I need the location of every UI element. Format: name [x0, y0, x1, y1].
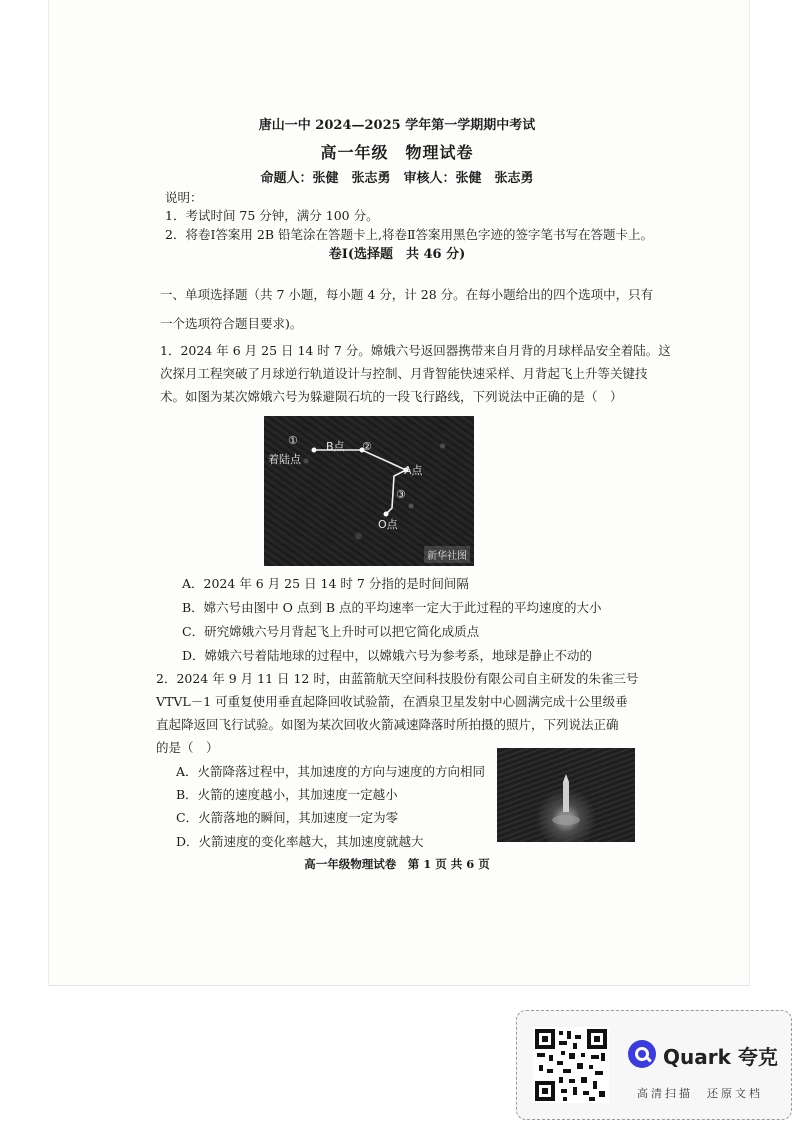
quark-scan-badge [516, 1010, 792, 1120]
instruction-item: 2．将卷Ⅰ答案用 2B 铅笔涂在答题卡上,将卷Ⅱ答案用黑色字迹的签字笔书写在答题卡上。 [165, 227, 653, 242]
section-intro: 一个选项符合题目要求)。 [160, 316, 303, 331]
quark-tagline: 高清扫描 还原文档 [637, 1087, 763, 1100]
question-2-stem: 的是（ ） [156, 740, 219, 755]
o-point-label: O点 [378, 518, 398, 531]
question-1-stem: 1．2024 年 6 月 25 日 14 时 7 分。嫦娥六号返回器携带来自月背的月球样品安全着陆。这 [160, 343, 671, 358]
qr-code-icon [533, 1027, 609, 1103]
figure-caption: 新华社图 [424, 546, 470, 563]
flight-path-line [314, 450, 406, 514]
question-2-option-b: B．火箭的速度越小，其加速度一定越小 [176, 787, 398, 802]
question-2-rocket-photo [497, 748, 635, 842]
page-footer: 高一年级物理试卷 第 1 页 共 6 页 [304, 857, 490, 871]
question-2-stem: 2．2024 年 9 月 11 日 12 时，由蓝箭航天空间科技股份有限公司自主研发的朱雀三号 [156, 671, 639, 686]
section-intro: 一、单项选择题（共 7 小题，每小题 4 分，计 28 分。在每小题给出的四个选项中，只有 [160, 287, 654, 302]
question-2-option-c: C．火箭落地的瞬间，其加速度一定为零 [176, 810, 399, 825]
exam-authors: 命题人：张健 张志勇 审核人：张健 张志勇 [260, 171, 534, 186]
question-1-stem: 术。如图为某次嫦娥六号为躲避陨石坑的一段飞行路线，下列说法中正确的是（ ） [160, 389, 623, 404]
question-2-option-d: D．火箭速度的变化率越大，其加速度就越大 [176, 834, 424, 849]
a-point-label: A点 [404, 464, 423, 477]
question-1-stem: 次探月工程突破了月球逆行轨道设计与控制、月背智能快速采样、月背起飞上升等关键技 [160, 366, 648, 381]
question-2-option-a: A．火箭降落过程中，其加速度的方向与速度的方向相同 [176, 764, 486, 779]
question-1-option-a: A．2024 年 6 月 25 日 14 时 7 分指的是时间间隔 [182, 576, 469, 591]
question-1-option-d: D．嫦娥六号着陆地球的过程中，以嫦娥六号为参考系，地球是静止不动的 [182, 648, 593, 663]
path-segment-label: ① [288, 434, 298, 447]
quark-logo-icon [627, 1039, 657, 1073]
question-1-figure [264, 416, 474, 566]
question-1-option-b: B．嫦六号由图中 O 点到 B 点的平均速率一定大于此过程的平均速度的大小 [182, 600, 602, 615]
landing-point-marker [312, 448, 317, 453]
path-segment-label: ③ [396, 488, 406, 501]
question-2-stem: 直起降返回飞行试验。如图为某次回收火箭减速降落时所拍摄的照片，下列说法正确 [156, 717, 619, 732]
landing-point-label: 着陆点 [268, 453, 301, 466]
section-title: 卷Ⅰ(选择题 共 46 分) [328, 247, 466, 262]
exam-subtitle: 高一年级 物理试卷 [320, 143, 474, 162]
instructions-heading: 说明： [165, 190, 203, 205]
quark-brand-name: Quark 夸克 [663, 1045, 778, 1069]
question-2-stem: VTVL－1 可重复使用垂直起降回收试验箭，在酒泉卫星发射中心圆满完成十公里级垂 [156, 694, 628, 709]
exam-title: 唐山一中 2024—2025 学年第一学期期中考试 [258, 118, 536, 133]
instruction-item: 1．考试时间 75 分钟，满分 100 分。 [165, 208, 379, 223]
rocket-icon [497, 748, 635, 842]
b-point-label: B点 [326, 440, 345, 453]
path-segment-label: ② [362, 440, 372, 453]
question-1-option-c: C．研究嫦娥六号月背起飞上升时可以把它简化成质点 [182, 624, 480, 639]
